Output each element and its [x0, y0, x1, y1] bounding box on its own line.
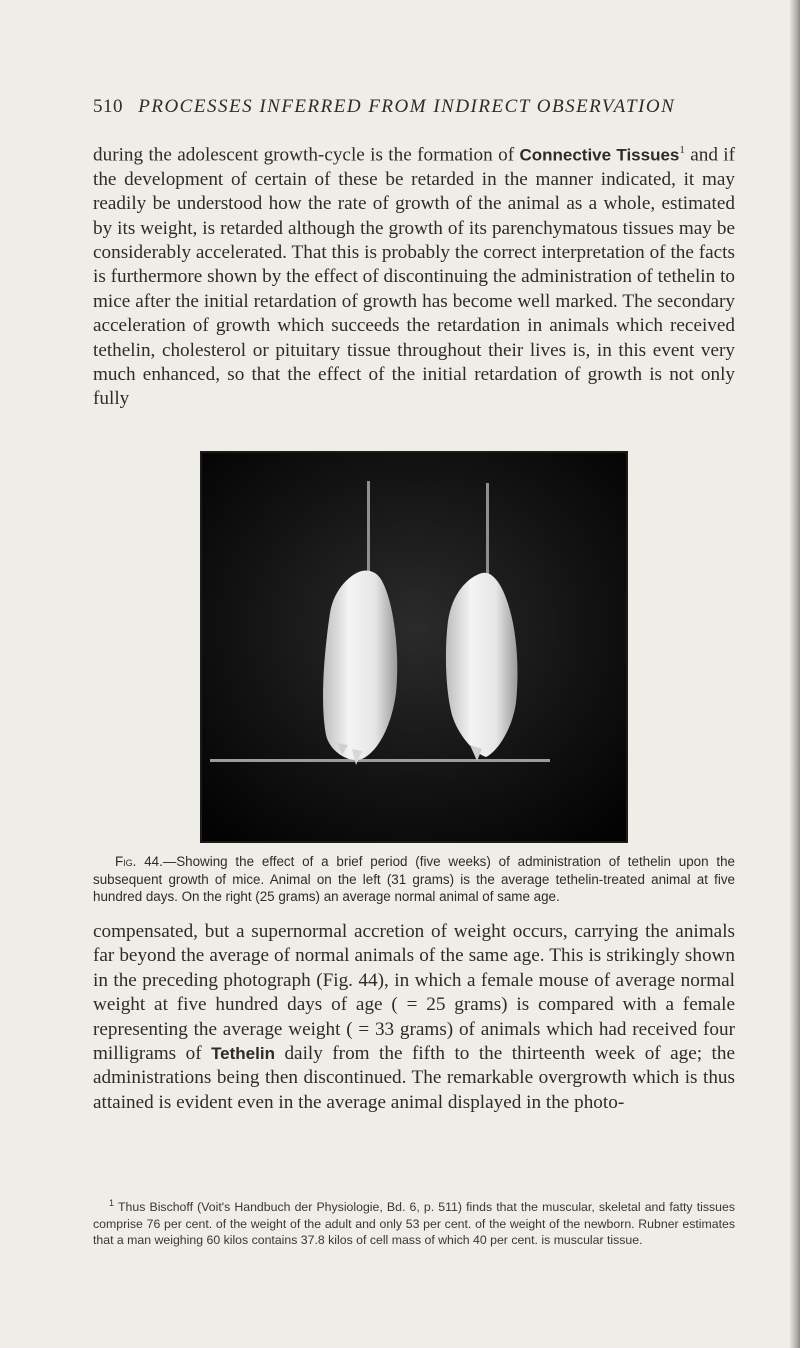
caption-text: —Showing the effect of a brief period (five weeks) of administration of tethelin upon the subsequent growth of mice. Animal on the left (31 grams) is the average tethelin-treated animal at five hundred days. On the right (25 grams) an average normal animal of same age.	[93, 854, 735, 905]
page-edge	[790, 0, 800, 1348]
body-paragraph-2	[93, 920, 735, 1115]
para1-rest: and if the development of certain of these be retarded in the manner indicated, it may readily be understood how the rate of growth of the animal as a whole, estimated by its weight, is retarded although the growth of its parenchymatous tissues may be considerably accelerated. That this is probably the correct interpretation of the facts is furthermore shown by the effect of discontinuing the administration of tethelin to mice after the initial retardation of growth has become well marked. The secondary acceleration of growth which succeeds the retardation in animals which received tethelin, cholesterol or pituitary tissue throughout their lives is, in this event very much enhanced, so that the effect of the initial retardation of growth is not only fully	[93, 144, 736, 410]
para1-start: during the adolescent growth-cycle is the formation of	[93, 144, 515, 166]
para1-bold-term: Connective Tissues	[519, 145, 680, 165]
running-header	[93, 96, 733, 118]
figure-photograph	[200, 451, 628, 843]
footnote-ref: 1	[679, 144, 685, 156]
para2-bold-term: Tethelin	[211, 1044, 275, 1064]
para2-start: compensated, but a supernormal accretion of weight occurs, carrying the animals far beyond the average of normal animals of the same age. This is strikingly shown in the preceding photograph (Fig. 44), in which a female mouse of average normal weight at five hundred days of age ( = 25 grams) is compared with a female representing the average weight ( = 33 grams) of animals which had received four milligrams of	[93, 921, 735, 1065]
figure-label: Fig. 44.	[115, 854, 163, 869]
footnote-text: Thus Bischoff (Voit's Handbuch der Physiologie, Bd. 6, p. 511) finds that the muscular, skeletal and fatty tissues comprise 76 per cent. of the weight of the adult and only 53 per cent. of the weight of the newborn. Rubner estimates that a man weighing 60 kilos contains 37.8 kilos of cell mass of which 40 per cent. is muscular tissue.	[93, 1200, 735, 1248]
running-title: PROCESSES INFERRED FROM INDIRECT OBSERVATION	[138, 96, 676, 117]
figure-caption	[93, 853, 735, 906]
mice-photograph	[202, 453, 626, 841]
para2-rest: daily from the fifth to the thirteenth week of age; the administrations being then discontinued. The remarkable overgrowth which is thus attained is evident even in the average animal displayed in the photo-	[93, 1043, 736, 1113]
body-paragraph-1	[93, 138, 735, 412]
footnote-marker: 1	[109, 1198, 115, 1208]
page-number: 510	[93, 96, 123, 117]
footnote	[93, 1195, 735, 1249]
support-rod	[210, 759, 550, 762]
